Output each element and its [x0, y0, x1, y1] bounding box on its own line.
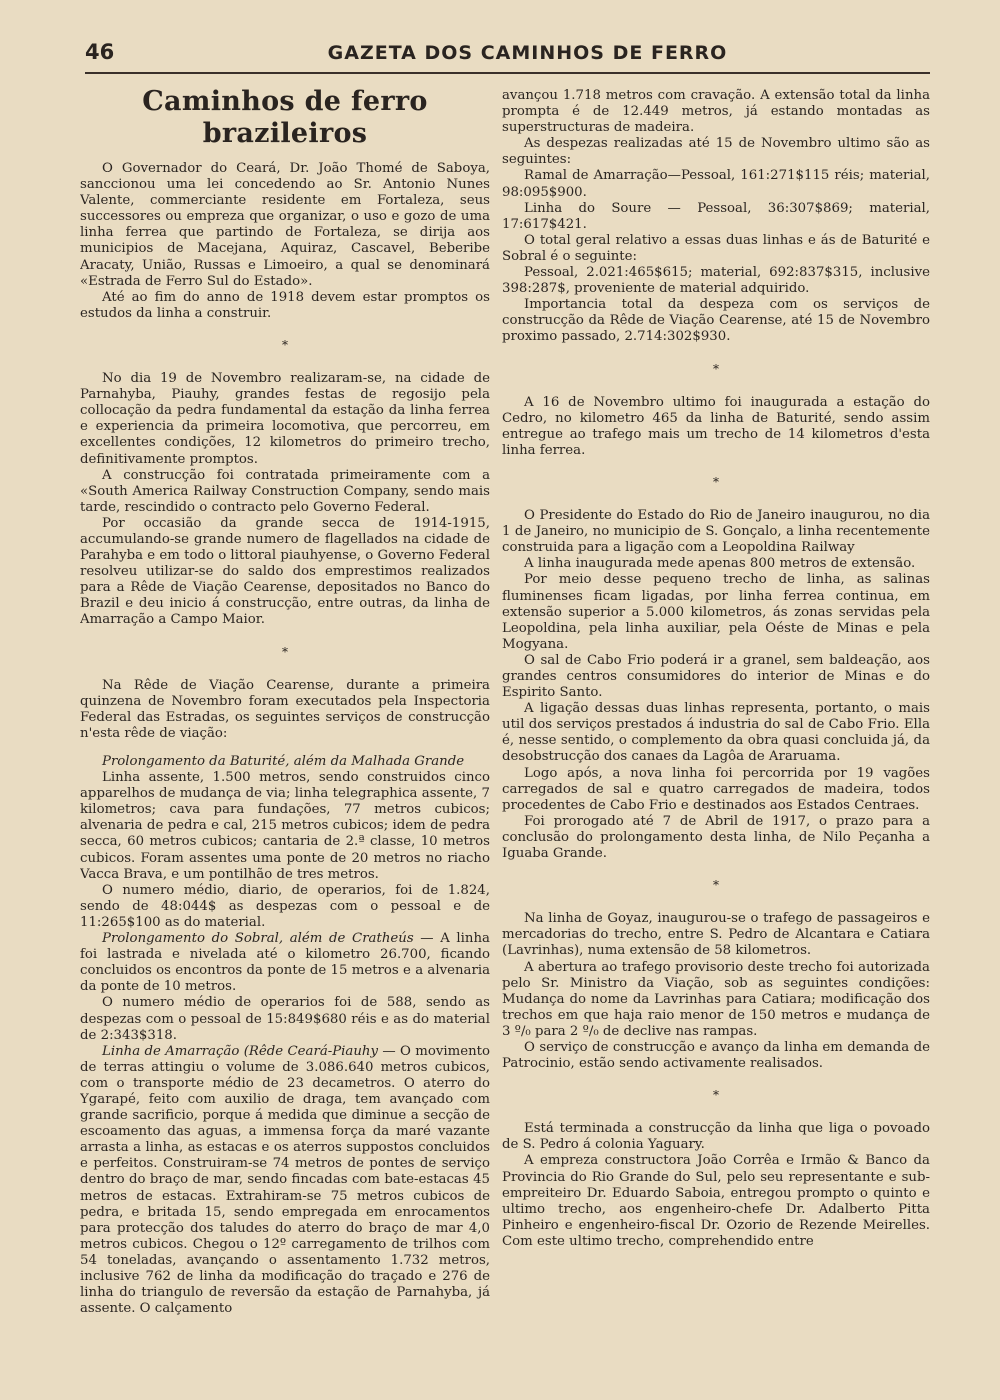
paragraph: As despezas realizadas até 15 de Novembro ultimo são as seguintes:	[502, 136, 930, 168]
paragraph: No dia 19 de Novembro realizaram-se, na cidade de Parnahyba, Piauhy, grandes festas de regosijo pela collocação da pedra fundamental da estação da linha ferrea e experiencia da primeira locomotiva, que percorreu, em excellentes condições, 12 kilometros do primeiro trecho, definitivamente promptos.	[80, 371, 490, 467]
paragraph: Por meio desse pequeno trecho de linha, as salinas fluminenses ficam ligadas, por linha ferrea continua, em extensão superior a 5.000 kilometros, ás zonas servidas pela Leopoldina, pela linha auxiliar, pela Oéste de Minas e pela Mogyana.	[502, 572, 930, 652]
spacer	[80, 742, 490, 754]
section-separator: *	[282, 644, 288, 659]
paragraph: O serviço de construcção e avanço da linha em demanda de Patrocinio, estão sendo activamente realisados.	[502, 1039, 930, 1072]
paragraph: A linha inaugurada mede apenas 800 metros de extensão.	[524, 556, 916, 572]
paragraph: Está terminada a construcção da linha que liga o povoado de S. Pedro á colonia Yaguary.	[502, 1121, 930, 1153]
paragraph: O Presidente do Estado do Rio de Janeiro inaugurou, no dia 1 de Janeiro, no municipio de S. Gonçalo, a linha recentemente construida para a ligação com a Leopoldina Railway	[502, 508, 930, 556]
paragraph: Linha do Soure — Pessoal, 36:307$869; material, 17:617$421.	[502, 200, 930, 232]
paragraph: Na Rêde de Viação Cearense, durante a primeira quinzena de Novembro foram executados pela Inspectoria Federal das Estradas, os seguintes serviços de construcção n'esta rêde de viação:	[80, 677, 490, 741]
page-header	[85, 40, 930, 70]
paragraph	[80, 1044, 490, 1318]
paragraph: Linha assente, 1.500 metros, sendo construidos cinco apparelhos de mudança de via; linha telegraphica assente, 7 kilometros; cava para fundações, 77 metros cubicos; alvenaria de pedra e cal, 215 metros cubicos; idem de pedra secca, 60 metros cubicos; cantaria de 2.ª classe, 10 metros cubicos. Foram assentes uma ponte de 20 metros no riacho Vacca Brava, e um pontilhão de tres metros.	[80, 770, 490, 882]
paragraph: Foi prorogado até 7 de Abril de 1917, o prazo para a conclusão do prolongamento desta linha, de Nilo Peçanha a Iguaba Grande.	[502, 813, 930, 862]
paragraph: A 16 de Novembro ultimo foi inaugurada a estação do Cedro, no kilometro 465 da linha de Baturité, sendo assim entregue ao trafego mais um trecho de 14 kilometros d'esta linha ferrea.	[502, 394, 930, 458]
subsection-heading	[80, 754, 490, 770]
paragraph: Logo após, a nova linha foi percorrida por 19 vagões carregados de sal e quatro carregados de madeira, todos procedentes de Cabo Frio e destinados aos Estados Centraes.	[502, 765, 930, 813]
paragraph-text: — A linha foi lastrada e nivelada até o kilometro 26.700, ficando concluidos os encontros da ponte de 15 metros e a alvenaria da ponte de 10 metros.	[80, 931, 490, 995]
paragraph: avançou 1.718 metros com cravação. A extensão total da linha prompta é de 12.449 metros, já estando montadas as superstructuras de madeira.	[502, 88, 930, 136]
article-title: Caminhos de ferro brazileiros	[142, 86, 428, 149]
paragraph: A abertura ao trafego provisorio deste trecho foi autorizada pelo Sr. Ministro da Viação, sob as seguintes condições: Mudança do nome da Lavrinhas para Catiara; modificação dos trechos em que haja raio menor de 150 metros e mudança de 3 º/₀ para 2 º/₀ de declive nas rampas.	[502, 959, 930, 1039]
paragraph: Na linha de Goyaz, inaugurou-se o trafego de passageiros e mercadorias do trecho, entre S. Pedro de Alcantara e Catiara (Lavrinhas), numa extensão de 58 kilometros.	[502, 911, 930, 959]
section-separator: *	[713, 361, 719, 376]
paragraph: Por occasião da grande secca de 1914-1915, accumulando-se grande numero de flagellados na cidade de Parahyba e em todo o littoral piauhyense, o Governo Federal resolveu utilizar-se do saldo dos emprestimos realizados para a Rêde de Viação Cearense, depositados no Banco do Brazil e deu inicio á construcção, entre outras, da linha de Amarração a Campo Maior.	[80, 515, 490, 628]
paragraph: O sal de Cabo Frio poderá ir a granel, sem baldeação, aos grandes centros consumidores do interior de Minas e do Espirito Santo.	[502, 652, 930, 701]
running-title: GAZETA DOS CAMINHOS DE FERRO	[327, 42, 728, 64]
paragraph: O numero médio de operarios foi de 588, sendo as despezas com o pessoal de 15:849$680 réis e as do material de 2:343$318.	[80, 995, 490, 1043]
paragraph: A construcção foi contratada primeiramente com a «South America Railway Construction Company, sendo mais tarde, rescindido o contracto pelo Governo Federal.	[80, 467, 490, 515]
paragraph: A ligação dessas duas linhas representa, portanto, o mais util dos serviços prestados á industria do sal de Cabo Frio. Ella é, nesse sentido, o complemento da obra quasi concluida já, da desobstrucção dos canaes da Lagôa de Araruama.	[502, 701, 930, 765]
section-separator: *	[282, 337, 288, 352]
right-column	[502, 88, 930, 1388]
section-separator: *	[713, 1088, 719, 1103]
paragraph: O Governador do Ceará, Dr. João Thomé de Saboya, sanccionou uma lei concedendo ao Sr. Antonio Nunes Valente, commerciante residente em Fortaleza, seus successores ou empreza que organizar, o uso e gozo de uma linha ferrea que partindo de Fortaleza, se dirija aos municipios de Macejana, Aquiraz, Cascavel, Beberibe Aracaty, União, Russas e Limoeiro, a qual se denominará «Estrada de Ferro Sul do Estado».	[80, 161, 490, 289]
section-separator: *	[713, 474, 719, 489]
page-number: 46	[85, 40, 115, 64]
paragraph: A empreza constructora João Corrêa e Irmão & Banco da Provincia do Rio Grande do Sul, pelo seu representante e sub-empreiteiro Dr. Eduardo Saboia, entregou prompto o quinto e ultimo trecho, aos engenheiro-chefe Dr. Adalberto Pitta Pinheiro e engenheiro-fiscal Dr. Ozorio de Rezende Meirelles. Com este ultimo trecho, comprehendido entre	[502, 1153, 930, 1249]
paragraph	[80, 931, 490, 995]
subsection-heading-text: Prolongamento do Sobral, além de Cratheús	[102, 931, 414, 947]
section-separator: *	[713, 878, 719, 893]
paragraph: O total geral relativo a essas duas linhas e ás de Baturité e Sobral é o seguinte:	[502, 232, 930, 264]
paragraph: Pessoal, 2.021:465$615; material, 692:837$315, inclusive 398:287$, proveniente de material adquirido.	[502, 265, 930, 297]
paragraph: Importancia total da despeza com os serviços de construcção da Rêde de Viação Cearense, até 15 de Novembro proximo passado, 2.714:302$930.	[502, 297, 930, 345]
subsection-heading-text: Linha de Amarração (Rêde Ceará-Piauhy	[102, 1043, 379, 1059]
paragraph: Ramal de Amarração—Pessoal, 161:271$115 réis; material, 98:095$900.	[502, 168, 930, 200]
paragraph: O numero médio, diario, de operarios, foi de 1.824, sendo de 48:044$ as despezas com o pessoal e de 11:265$100 as do material.	[80, 882, 490, 930]
paragraph: Até ao fim do anno de 1918 devem estar promptos os estudos da linha a construir.	[80, 289, 490, 321]
subsection-heading-text: Prolongamento da Baturité, além da Malhada Grande	[102, 754, 465, 769]
paragraph-text: — O movimento de terras attingiu o volume de 3.086.640 metros cubicos, com o transporte médio de 23 decametros. O aterro do Ygarapé, feito com auxilio de draga, tem avançado com grande sacrificio, porque á medida que diminue a secção de escoamento das aguas, a immensa força da maré vazante arrasta a linha, as estacas e os aterros suppostos concluidos e perfeitos. Construiram-se 74 metros de pontes de serviço dentro do braço de mar, sendo fincadas com bate-estacas 45 metros de estacas. Extrahiram-se 75 metros cubicos de pedra, e britada 15, sendo empregada em enrocamentos para protecção dos taludes do aterro do braço de mar 4,0 metros cubicos. Chegou o 12º carregamento de trilhos com 54 toneladas, avançando o assentamento 1.732 metros, inclusive 762 de linha da modificação do traçado e 276 de linha do triangulo de reversão da estação de Parnahyba, já assente. O calçamento	[80, 1043, 490, 1317]
header-rule	[85, 72, 930, 74]
left-column	[80, 86, 490, 1386]
